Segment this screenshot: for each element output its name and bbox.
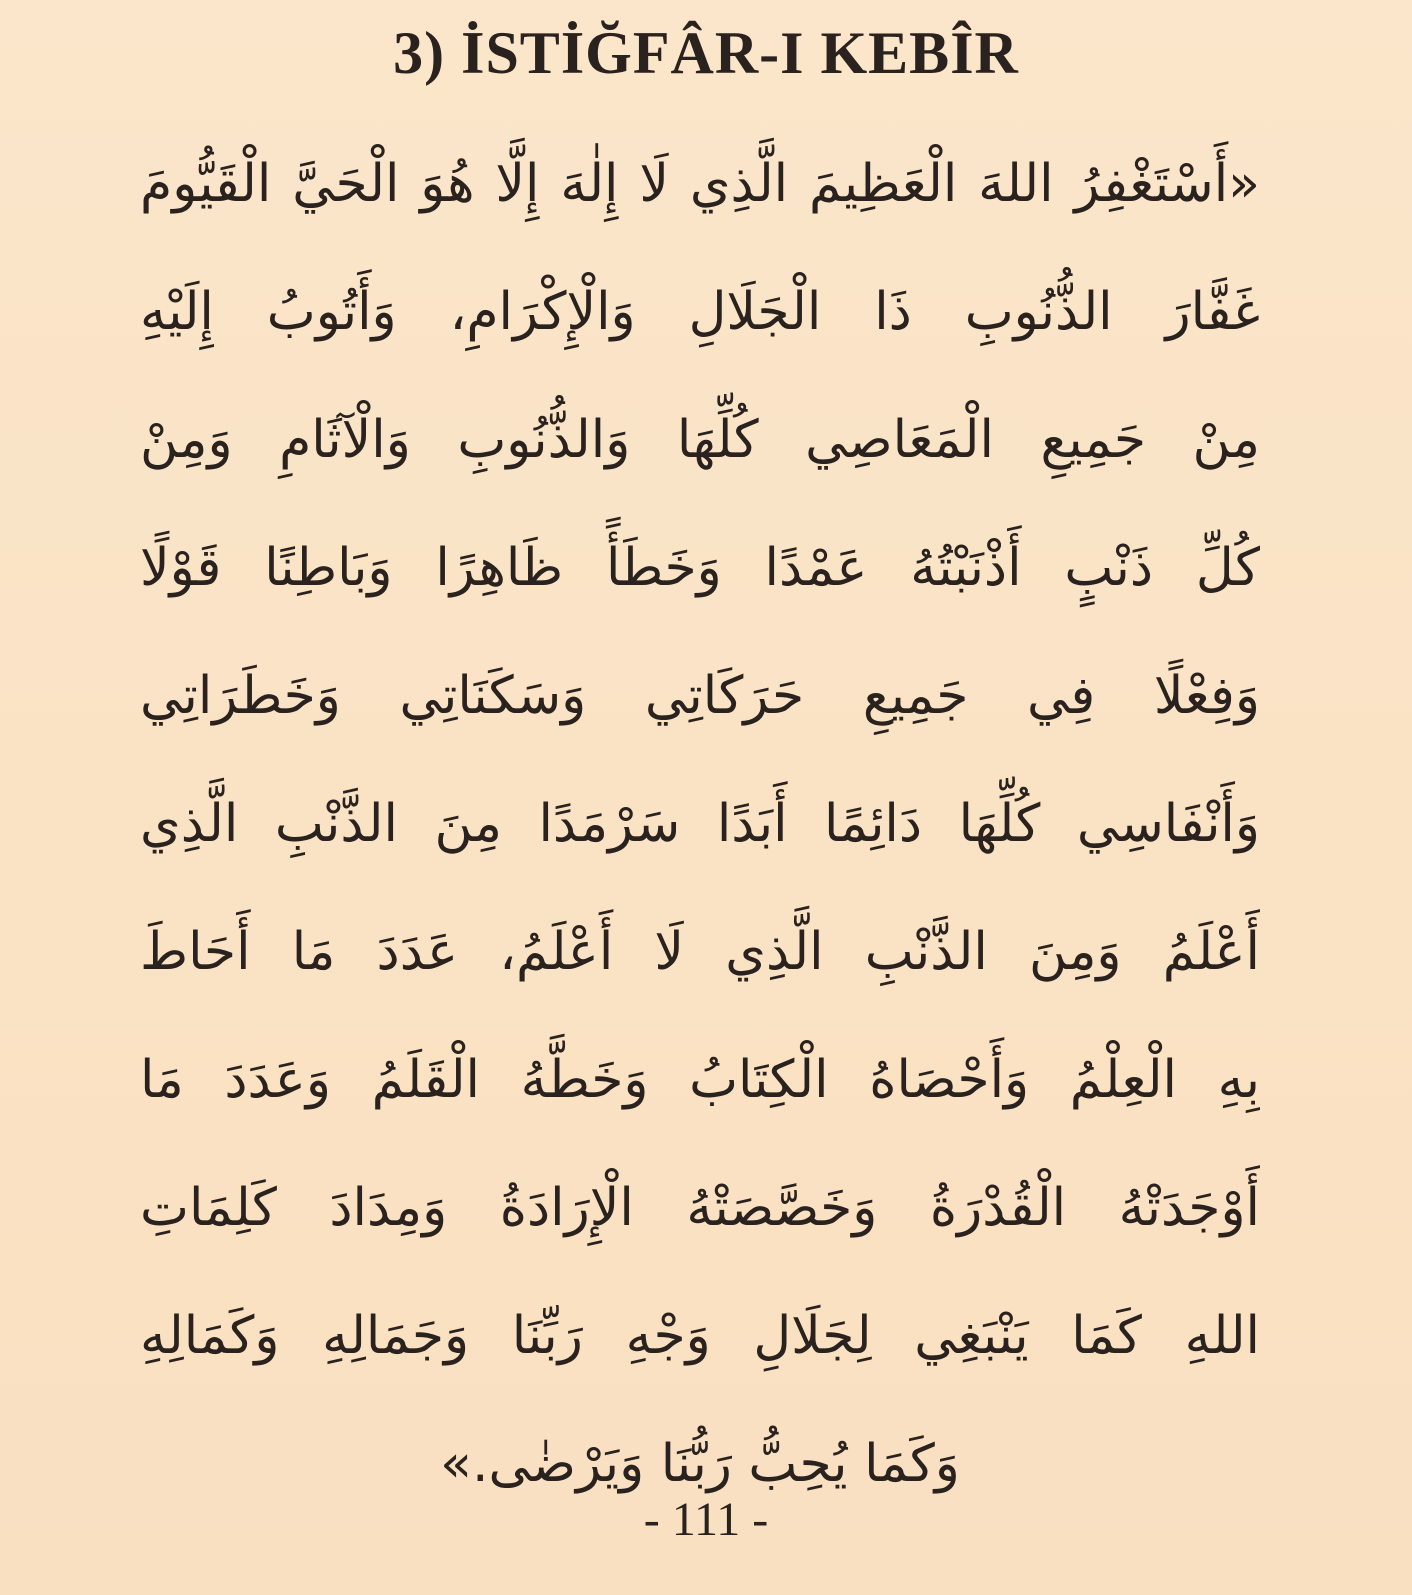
arabic-prayer-text	[140, 120, 1260, 1528]
arabic-line-1: «أَسْتَغْفِرُ اللهَ الْعَظِيمَ الَّذِي لَا إِلٰهَ إِلَّا هُوَ الْحَيَّ الْقَيُّومَ	[140, 154, 1260, 214]
arabic-line-4: كُلِّ ذَنْبٍ أَذْنَبْتُهُ عَمْدًا وَخَطَأً ظَاهِرًا وَبَاطِنًا قَوْلًا	[140, 538, 1260, 598]
arabic-line-8: بِهِ الْعِلْمُ وَأَحْصَاهُ الْكِتَابُ وَخَطَّهُ الْقَلَمُ وَعَدَدَ مَا	[140, 1050, 1260, 1110]
arabic-line-5: وَفِعْلًا فِي جَمِيعِ حَرَكَاتِي وَسَكَنَاتِي وَخَطَرَاتِي	[140, 666, 1260, 726]
page-number: - 111 -	[643, 1493, 769, 1546]
arabic-line-7: أَعْلَمُ وَمِنَ الذَّنْبِ الَّذِي لَا أَعْلَمُ، عَدَدَ مَا أَحَاطَ	[140, 922, 1260, 982]
arabic-line-11: وَكَمَا يُحِبُّ رَبُّنَا وَيَرْضٰى.»	[440, 1434, 960, 1494]
arabic-line-6: وَأَنْفَاسِي كُلِّهَا دَائِمًا أَبَدًا سَرْمَدًا مِنَ الذَّنْبِ الَّذِي	[140, 794, 1260, 854]
arabic-line-9: أَوْجَدَتْهُ الْقُدْرَةُ وَخَصَّصَتْهُ الْإِرَادَةُ وَمِدَادَ كَلِمَاتِ	[140, 1178, 1260, 1238]
arabic-line-10: اللهِ كَمَا يَنْبَغِي لِجَلَالِ وَجْهِ رَبِّنَا وَجَمَالِهِ وَكَمَالِهِ	[140, 1306, 1260, 1366]
page-title: 3) İSTİĞFÂR-I KEBÎR	[393, 20, 1019, 86]
arabic-line-3: مِنْ جَمِيعِ الْمَعَاصِي كُلِّهَا وَالذُّنُوبِ وَالْآثَامِ وَمِنْ	[140, 410, 1260, 470]
arabic-line-2: غَفَّارَ الذُّنُوبِ ذَا الْجَلَالِ وَالْإِكْرَامِ، وَأَتُوبُ إِلَيْهِ	[140, 282, 1260, 342]
